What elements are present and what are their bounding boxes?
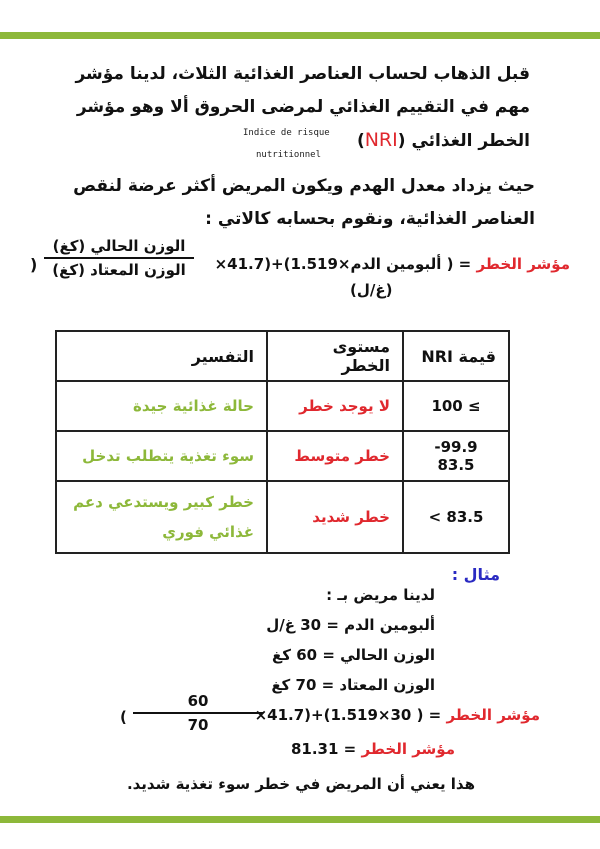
intro-line-2: مهم في التقييم الغذائي لمرضى الحروق ألا وهو مؤشر [76,97,530,117]
result-label: مؤشر الخطر [361,740,455,758]
nri-classification-table [55,330,510,554]
formula-close-paren: ) [30,255,38,274]
table-header-row [56,331,509,381]
french-note-line-1: Indice de risque [243,128,330,138]
formula-main [215,255,570,273]
example-usual-weight: الوزن المعتاد = 70 كغ [271,676,435,694]
cell-risk-level: خطر شديد [267,481,403,553]
header-nri-value: قيمة NRI [403,331,509,381]
header-risk-level: مستوى الخطر [267,331,403,381]
example-current-weight: الوزن الحالي = 60 كغ [272,646,435,664]
cell-interpretation: خطر كبير ويستدعي دعم غذائي فوري [56,481,267,553]
cell-risk-level: لا يوجد خطر [267,381,403,431]
calc-paren: ( [120,708,127,726]
intro-line-3: الخطر الغذائي (NRI) [356,129,530,151]
table-row [56,381,509,431]
calc-label: مؤشر الخطر [446,706,540,724]
formula-label: مؤشر الخطر [476,255,570,273]
example-intro: لدينا مريض بـ : [326,586,435,604]
explanation-line-2: العناصر الغذائية، ونقوم بحسابه كالاتي : [205,209,535,229]
formula-expression: = ( ألبومين الدم×1.519)+(41.7× [214,255,472,273]
result-value: = 81.31 [290,740,357,758]
cell-risk-level: خطر متوسط [267,431,403,481]
calc-main [255,706,540,724]
formula-unit: (غ/ل) [350,281,393,299]
calc-denominator: 70 [187,716,209,734]
top-divider-bar [0,32,600,39]
cell-interpretation: حالة غذائية جيدة [56,381,267,431]
fraction-numerator: الوزن الحالي (كغ) [52,237,186,255]
explanation-paragraph [35,170,535,236]
formula-fraction [44,235,194,281]
example-title: مثال : [451,565,500,584]
fraction-denominator: الوزن المعتاد (كغ) [52,261,186,279]
example-givens [135,580,435,700]
explanation-line-1: حيث يزداد معدل الهدم ويكون المريض أكثر عرضة لنقص [73,176,535,196]
example-albumin: ألبومين الدم = 30 غ/ل [266,616,435,634]
calc-expression: = ( 30×1.519)+(41.7× [254,706,442,724]
example-conclusion: هذا يعني أن المريض في خطر سوء تغذية شديد. [126,775,475,793]
bottom-divider-bar [0,816,600,823]
cell-nri-value: 99.9- 83.5 [403,431,509,481]
cell-interpretation: سوء تغذية يتطلب تدخل [56,431,267,481]
calc-numerator: 60 [187,692,209,710]
table-row [56,481,509,553]
table-row [56,431,509,481]
nri-formula [30,235,570,310]
header-interpretation: التفسير [56,331,267,381]
intro-line-1: قبل الذهاب لحساب العناصر الغذائية الثلاث، لدينا مؤشر [75,64,530,84]
cell-nri-value: 100 ≤ [403,381,509,431]
cell-nri-value: 83.5 > [403,481,509,553]
calc-fraction [133,690,263,736]
example-result [291,740,455,758]
nri-abbreviation: NRI [364,129,398,151]
french-note-line-2: nutritionnel [256,150,322,160]
intro-paragraph [30,58,530,158]
